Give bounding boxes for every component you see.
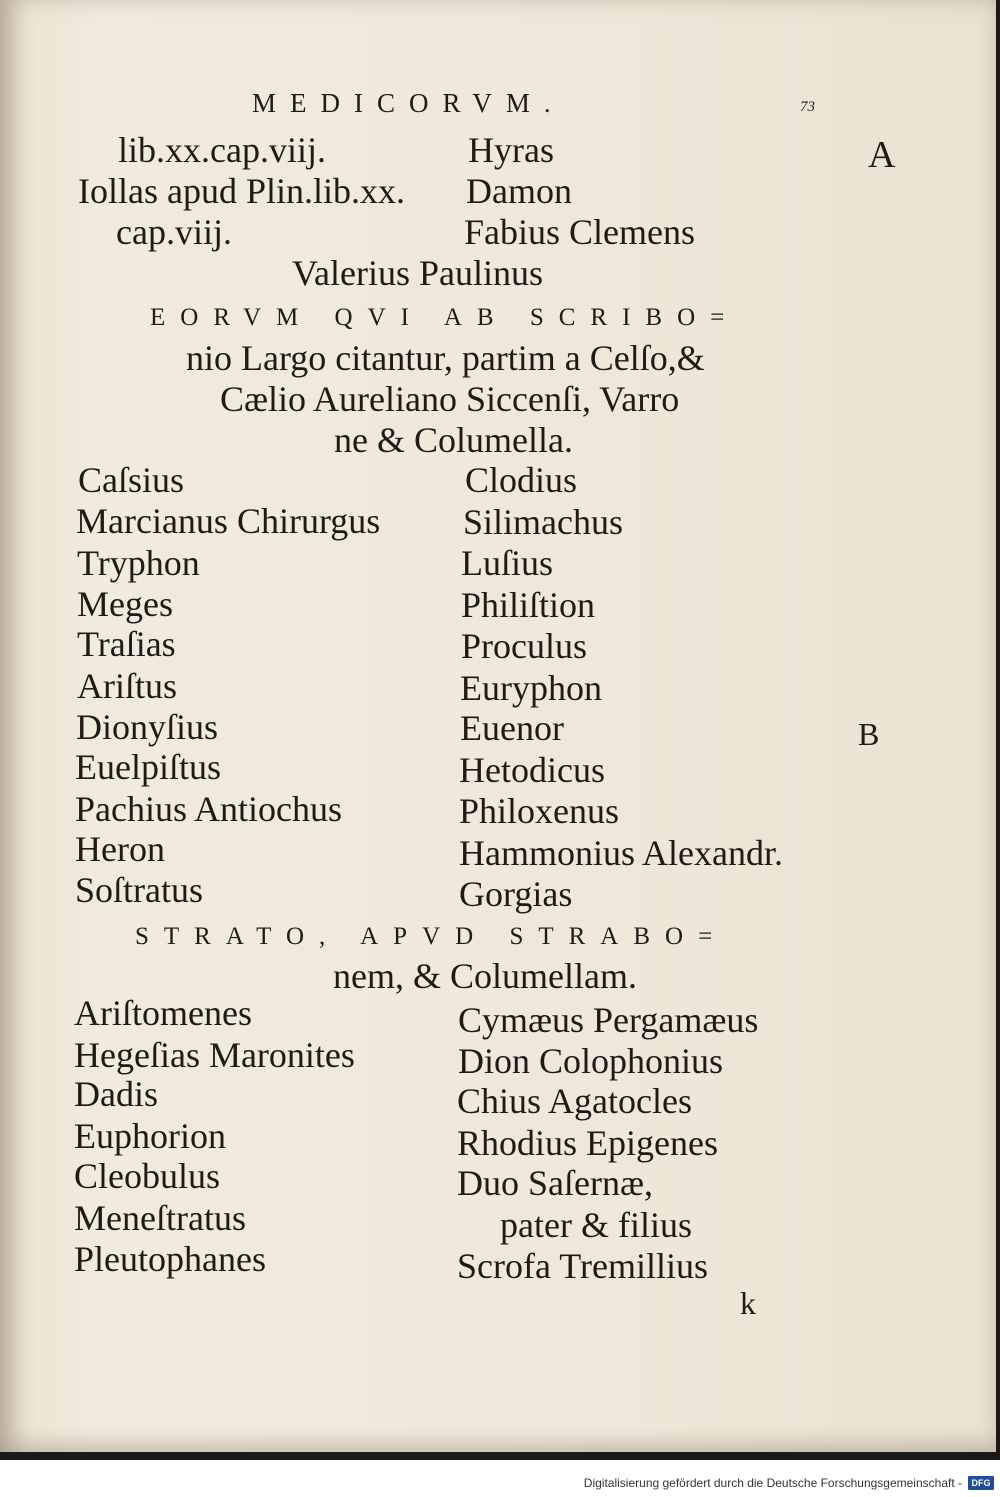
running-head: MEDICORVM. — [252, 88, 565, 118]
top-center-line: Valerius Paulinus — [292, 253, 543, 293]
list-item: Clodius — [465, 460, 578, 500]
top-left-line: lib.xx.cap.viij. — [118, 130, 326, 170]
list-item: Euelpiſtus — [75, 747, 221, 787]
list-item: Hetodicus — [459, 750, 605, 790]
list-item: Marcianus Chirurgus — [76, 501, 381, 541]
section-heading-line: nio Largo citantur, partim a Celſo,& — [186, 338, 705, 378]
list-item: Pleutophanes — [74, 1239, 266, 1279]
dfg-logo-icon: DFG — [968, 1476, 994, 1490]
top-left-line: Iollas apud Plin.lib.xx. — [78, 171, 405, 211]
section-heading-line: ne & Columella. — [334, 420, 573, 460]
list-item: Euenor — [460, 708, 564, 748]
list-item: Duo Saſernæ, — [457, 1163, 653, 1203]
list-item: Silimachus — [463, 502, 623, 542]
list-item: Dionyſius — [76, 707, 219, 747]
footer-text: Digitalisierung gefördert durch die Deutsche Forschungsgemeinschaft - — [583, 1475, 962, 1490]
list-item: Traſias — [77, 624, 176, 664]
list-item: Proculus — [461, 626, 587, 666]
section-heading: STRATO, APVD STRABO= — [135, 923, 728, 950]
list-item: Soſtratus — [75, 870, 204, 910]
list-item: Meneſtratus — [74, 1198, 246, 1238]
list-item: Dion Colophonius — [458, 1041, 724, 1081]
section-heading: EORVM QVI AB SCRIBO= — [150, 304, 740, 331]
list-item: Euryphon — [460, 668, 602, 708]
list-item: Ariſtomenes — [74, 993, 252, 1033]
list-item: Chius Agatocles — [457, 1081, 692, 1121]
list-item: Ariſtus — [77, 666, 178, 706]
list-item: Scrofa Tremillius — [457, 1246, 709, 1286]
list-item: Cleobulus — [74, 1156, 221, 1196]
top-right-line: Hyras — [468, 130, 554, 170]
list-item: Tryphon — [77, 543, 200, 583]
margin-letter-b: B — [858, 716, 880, 752]
top-right-line: Fabius Clemens — [464, 212, 695, 252]
top-left-line: cap.viij. — [116, 212, 232, 252]
list-item: pater & filius — [500, 1205, 692, 1245]
list-item: Hegeſias Maronites — [74, 1035, 355, 1075]
list-item: Gorgias — [459, 874, 573, 914]
top-right-line: Damon — [466, 171, 572, 211]
list-item: Euphorion — [74, 1116, 226, 1156]
list-item: Heron — [75, 829, 165, 869]
list-item: Luſius — [461, 543, 554, 583]
list-item: Pachius Antiochus — [75, 789, 342, 829]
section-heading-line: Cælio Aureliano Siccenſi, Varro — [220, 379, 680, 419]
list-item: Hammonius Alexandr. — [459, 833, 783, 873]
list-item: Caſsius — [78, 460, 185, 500]
list-item: Meges — [77, 584, 173, 624]
margin-letter-a: A — [868, 134, 896, 176]
section-heading-line: nem, & Columellam. — [333, 956, 637, 996]
folio-number: 73 — [800, 99, 815, 115]
digitization-footer — [0, 1468, 1000, 1497]
list-item: Philoxenus — [459, 791, 620, 831]
list-item: Cymæus Pergamæus — [458, 1000, 759, 1040]
list-item: Rhodius Epigenes — [457, 1123, 718, 1163]
list-item: Philiſtion — [461, 585, 596, 625]
list-item: Dadis — [74, 1074, 158, 1114]
catchword: k — [740, 1285, 756, 1321]
